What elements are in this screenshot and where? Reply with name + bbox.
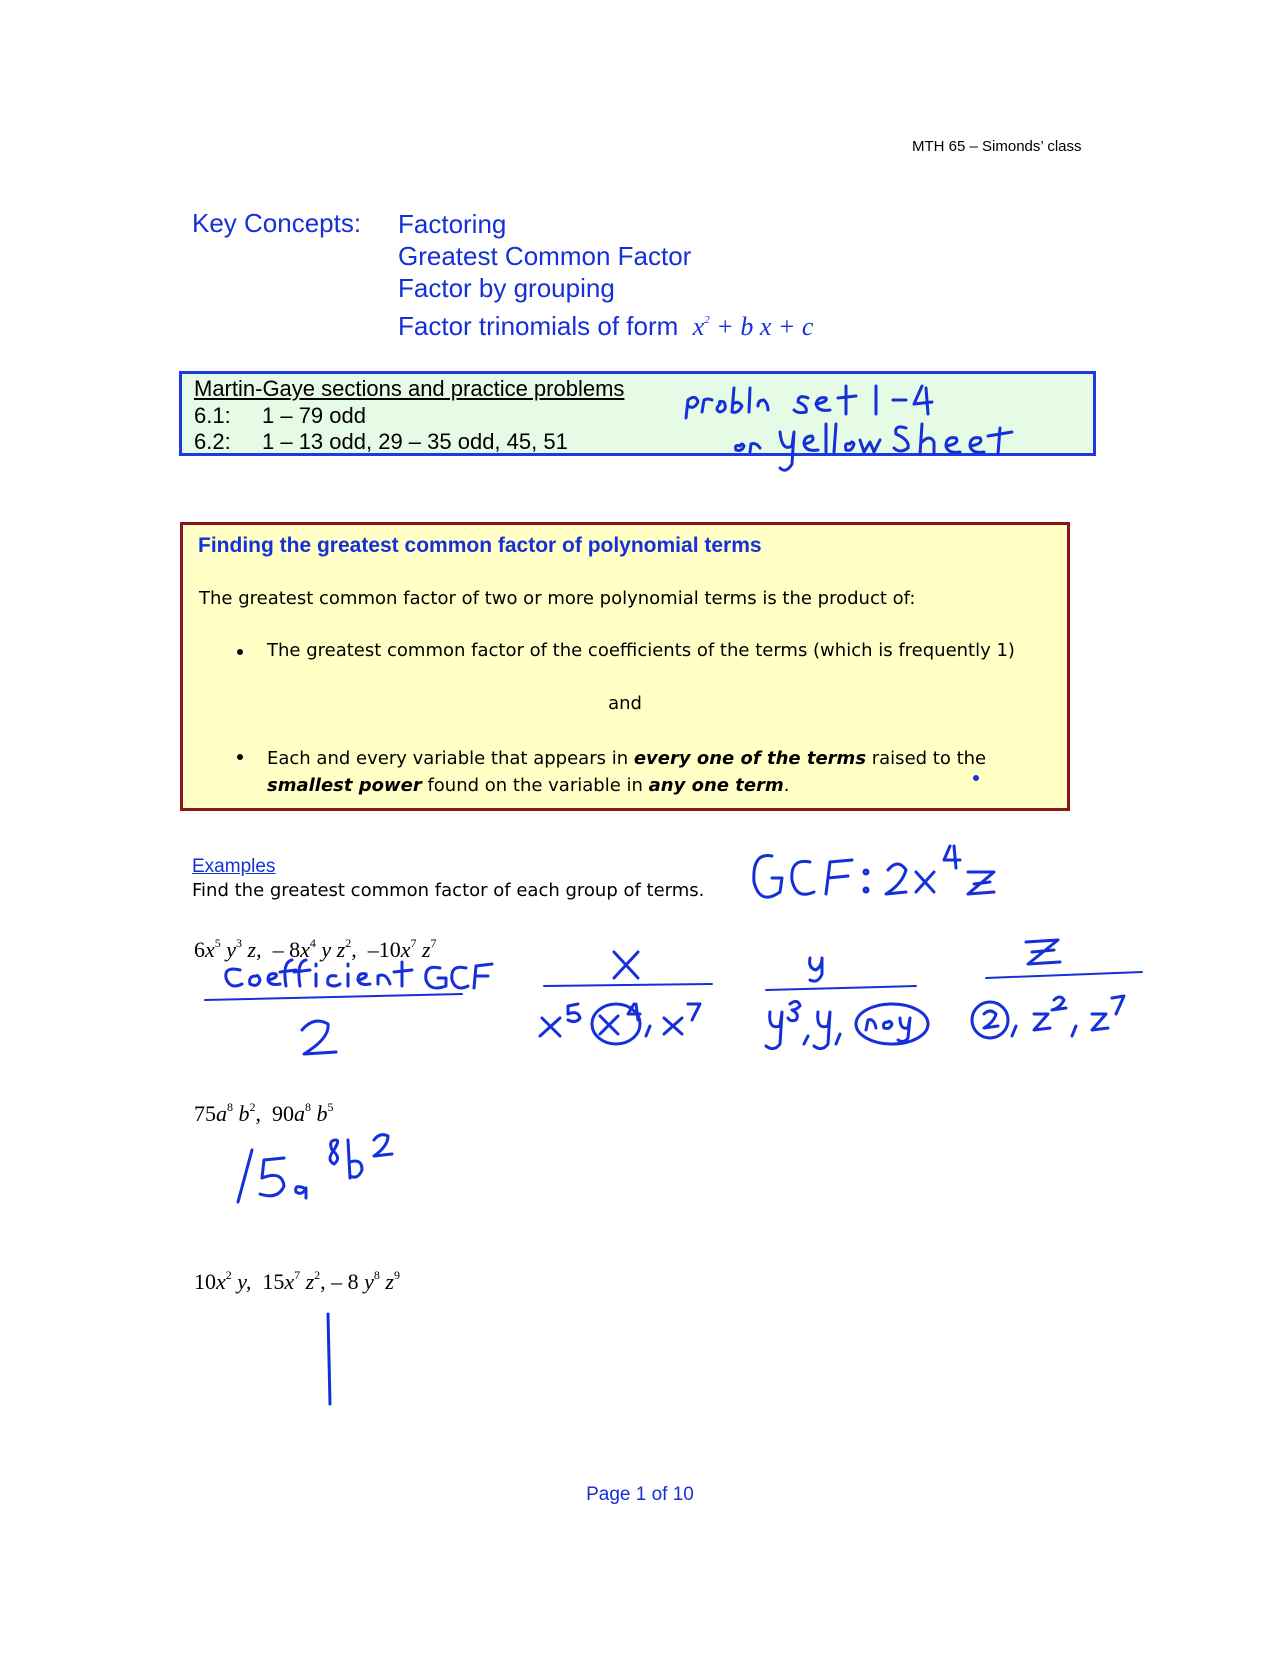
section-number: 6.2:	[194, 429, 231, 454]
sections-box	[179, 371, 1096, 456]
gcf-intro: The greatest common factor of two or more polynomial terms is the product of:	[199, 588, 916, 609]
examples-description: Find the greatest common factor of each group of terms.	[192, 880, 705, 901]
bullet-icon	[233, 749, 247, 763]
key-concept-item: Factoring	[398, 209, 507, 239]
page-number: Page 1 of 10	[586, 1484, 694, 1505]
handwriting-coefficient	[205, 960, 492, 1054]
key-concept-item: Greatest Common Factor	[398, 241, 692, 271]
key-concept-label: Factor trinomials of form	[398, 311, 679, 341]
bullet-icon	[233, 644, 247, 658]
handwriting-gcf-answer	[754, 846, 994, 897]
problem-3: $10x^2$ y, $15x^7$ $z^2$, – 8 $y^8$ $z^9$	[194, 1268, 400, 1294]
gcf-and: and	[608, 693, 642, 714]
gcf-bullet-1: The greatest common factor of the coefficients of the terms (which is frequently 1)	[267, 640, 1015, 661]
key-concept-item: Factor by grouping	[398, 273, 615, 303]
key-concepts-list	[398, 208, 813, 343]
gcf-definition-box	[180, 522, 1070, 811]
handwriting-y-column	[766, 958, 928, 1049]
key-concept-item	[398, 304, 813, 343]
examples-label: Examples	[192, 856, 276, 877]
key-concepts-label: Key Concepts:	[192, 208, 362, 238]
handwriting-x-column	[540, 952, 712, 1044]
problem-2: $75a^8$ $b^2$, $90a^8$ $b^5$	[194, 1100, 334, 1126]
sections-title: Martin-Gaye sections and practice problems	[194, 376, 625, 401]
gcf-bullet-2: Each and every variable that appears in every one of the terms raised to the smallest power found on the variable in any one term.	[267, 748, 987, 796]
handwriting-mark	[328, 1314, 330, 1404]
section-row	[194, 429, 568, 455]
section-number: 6.1:	[194, 403, 231, 428]
trinomial-expression: $x^2 + b$ x + c	[692, 312, 814, 341]
course-header: MTH 65 – Simonds’ class	[912, 138, 1082, 155]
gcf-heading: Finding the greatest common factor of polynomial terms	[198, 534, 762, 557]
handwriting-z-column	[972, 940, 1142, 1038]
section-problems: 1 – 13 odd, 29 – 35 odd, 45, 51	[262, 429, 568, 454]
section-problems: 1 – 79 odd	[262, 403, 366, 428]
problem-1: $6x^5$ $y^3$ z, – $8x^4$ y $z^2$, $-10x^7$ $z^7$	[194, 936, 437, 962]
section-row	[194, 403, 366, 429]
handwriting-example-2-answer	[238, 1135, 392, 1202]
